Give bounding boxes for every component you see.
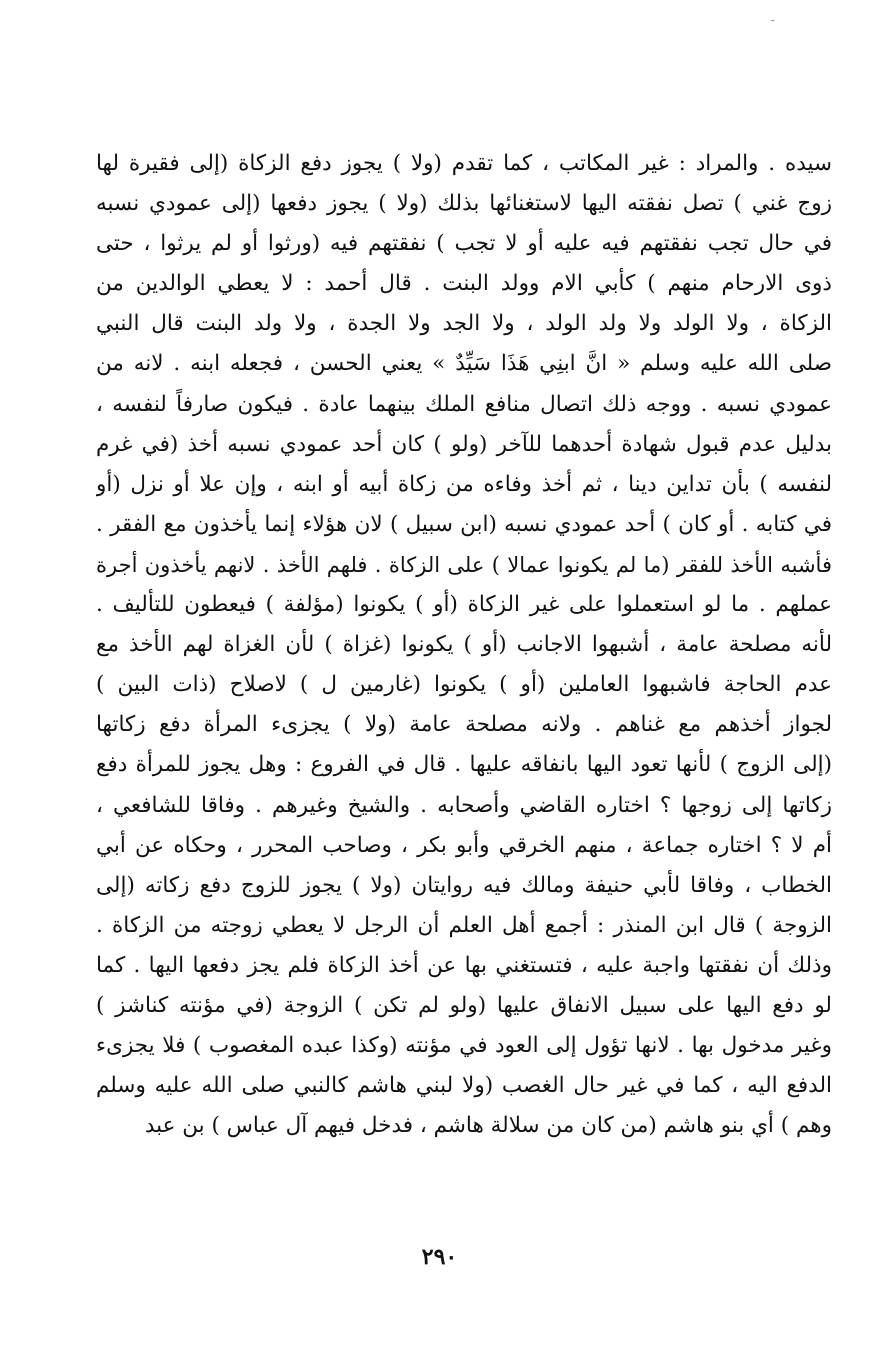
text-line-14: عدم الحاجة فاشبهوا العاملين (أو ) يكونوا (غارمين ل ) لاصلاح (ذات البين ) — [96, 672, 832, 698]
text-line-3: في حال تجب نفقتهم فيه عليه أو لا تجب ) نفقتهم فيه (ورثوا أو لم يرثوا ، حتى — [96, 231, 832, 257]
text-line-11: فأشبه الأخذ للفقر (ما لم يكونوا عمالا ) على الزكاة . فلهم الأخذ . لانهم يأخذون أجرة — [96, 552, 832, 577]
text-line-21: وذلك أن نفقتها واجبة عليه ، فتستغني بها عن أخذ الزكاة فلم يجز دفعها اليها . كما — [96, 952, 832, 978]
text-line-25: وهم ) أي بنو هاشم (من كان من سلالة هاشم ، فدخل فيهم آل عباس ) بن عبد — [144, 1113, 832, 1139]
text-line-18: أم لا ؟ اختاره جماعة ، منهم الخرقي وأبو بكر ، وصاحب المحرر ، وحكاه عن أبي — [96, 832, 832, 858]
corner-mark: - — [770, 12, 775, 28]
text-line-9: لنفسه ) بأن تداين دينا ، ثم أخذ وفاءه من زكاة أبيه أو ابنه ، وإن علا أو نزل (أو — [96, 471, 832, 497]
text-line-10: في كتابه . أو كان ) أحد عمودي نسبه (ابن سبيل ) لان هؤلاء إنما يأخذون مع الفقر . — [96, 511, 832, 537]
text-line-1: سيده . والمراد : غير المكاتب ، كما تقدم (ولا ) يجوز دفع الزكاة (إلى فقيرة لها — [96, 151, 832, 176]
text-line-22: لو دفع اليها على سبيل الانفاق عليها (ولو لم تكن ) الزوجة (في مؤنته كناشز ) — [96, 992, 832, 1018]
text-line-17: زكاتها إلى زوجها ؟ اختاره القاضي وأصحابه . والشيخ وغيرهم . وفاقا للشافعي ، — [96, 792, 832, 818]
text-line-12: عملهم . ما لو استعملوا على غير الزكاة (أو ) يكونوا (مؤلفة ) فيعطون للتأليف . — [96, 592, 832, 618]
text-line-24: الدفع اليه ، كما في غير حال الغصب (ولا لبني هاشم كالنبي صلى الله عليه وسلم — [96, 1073, 832, 1099]
text-line-23: وغير مدخول بها . لانها تؤول إلى العود في مؤنته (وكذا عبده المغصوب ) فلا يجزىء — [96, 1033, 832, 1059]
body-text — [96, 144, 832, 1146]
text-line-13: لأنه مصلحة عامة ، أشبهوا الاجانب (أو ) يكونوا (غزاة ) لأن الغزاة لهم الأخذ مع — [96, 632, 832, 658]
text-line-19: الخطاب ، وفاقا لأبي حنيفة ومالك فيه روايتان (ولا ) يجوز للزوج دفع زكاته (إلى — [96, 872, 832, 898]
text-line-5: الزكاة ، ولا الولد ولا ولد الولد ، ولا الجد ولا الجدة ، ولا ولد البنت قال النبي — [96, 311, 832, 337]
text-line-15: لجواز أخذهم مع غناهم . ولانه مصلحة عامة (ولا ) يجزىء المرأة دفع زكاتها — [96, 712, 832, 738]
text-line-7: عمودي نسبه . ووجه ذلك اتصال منافع الملك بينهما عادة . فيكون صارفاً لنفسه ، — [96, 391, 832, 417]
text-line-16: (إلى الزوج ) لأنها تعود اليها بانفاقه عليها . قال في الفروع : وهل يجوز للمرأة دفع — [96, 752, 832, 778]
text-line-2: زوج غني ) تصل نفقته اليها لاستغنائها بذلك (ولا ) يجوز دفعها (إلى عمودي نسبه — [96, 191, 832, 217]
page-number: ٢٩٠ — [421, 1244, 458, 1270]
text-line-6: صلى الله عليه وسلم « انَّ ابنِي هَذَا سَيِّدٌ » يعني الحسن ، فجعله ابنه . لانه من — [96, 351, 832, 377]
text-line-4: ذوى الارحام منهم ) كأبي الام وولد البنت . قال أحمد : لا يعطي الوالدين من — [96, 271, 832, 297]
text-line-8: بدليل عدم قبول شهادة أحدهما للآخر (ولو ) كان أحد عمودي نسبه أخذ (في غرم — [96, 431, 832, 457]
text-line-20: الزوجة ) قال ابن المنذر : أجمع أهل العلم أن الرجل لا يعطي زوجته من الزكاة . — [96, 912, 832, 938]
